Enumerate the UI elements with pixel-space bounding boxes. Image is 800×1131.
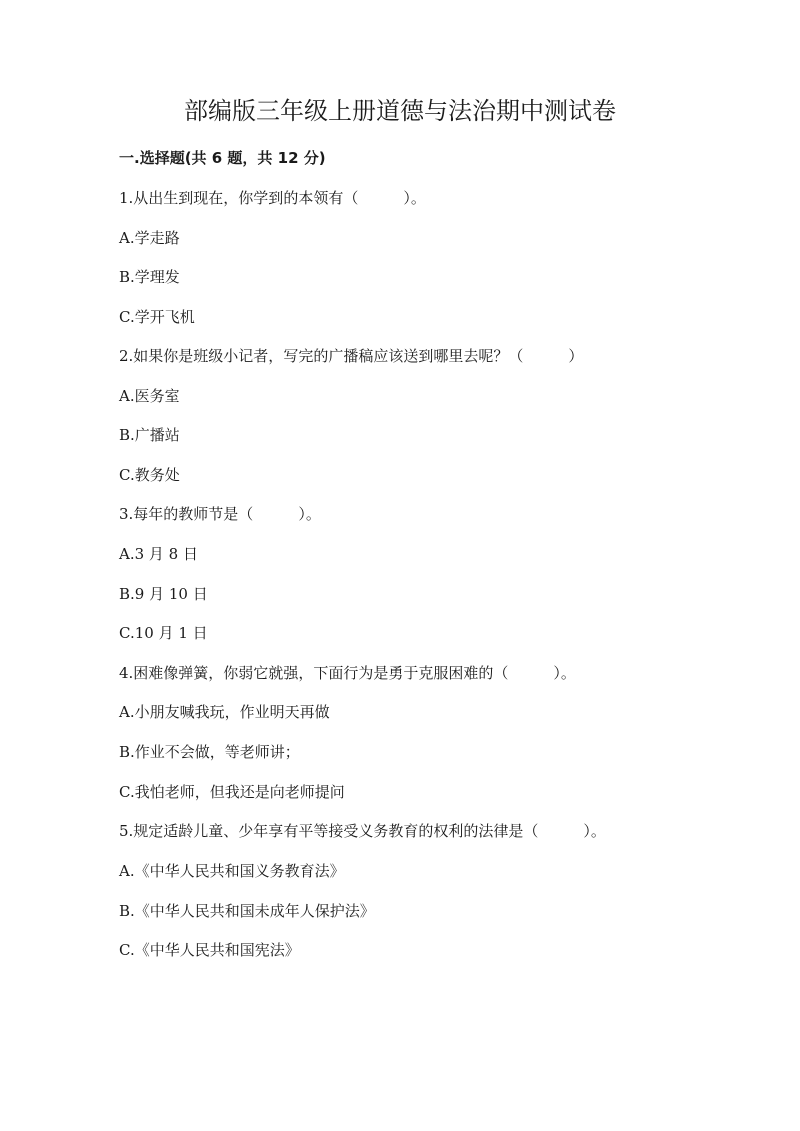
question-2-option-a: A.医务室 [119, 387, 180, 405]
question-5-stem: 5.规定适龄儿童、少年享有平等接受义务教育的权利的法律是（ ）。 [119, 822, 606, 840]
question-3-option-a: A.3 月 8 日 [119, 545, 198, 563]
page-title: 部编版三年级上册道德与法治期中测试卷 [184, 97, 616, 125]
question-4-option-a: A.小朋友喊我玩，作业明天再做 [119, 703, 330, 721]
question-1-option-b: B.学理发 [119, 268, 180, 286]
question-3-option-c: C.10 月 1 日 [119, 624, 208, 642]
question-2-stem: 2.如果你是班级小记者，写完的广播稿应该送到哪里去呢？（ ） [119, 347, 584, 365]
section-heading: 一.选择题(共 6 题，共 12 分) [119, 149, 326, 167]
question-2-option-b: B.广播站 [119, 426, 180, 444]
question-2-option-c: C.教务处 [119, 466, 180, 484]
question-4-option-c: C.我怕老师，但我还是向老师提问 [119, 783, 345, 801]
question-3-option-b: B.9 月 10 日 [119, 585, 208, 603]
question-5-option-a: A.《中华人民共和国义务教育法》 [119, 862, 345, 880]
question-4-option-b: B.作业不会做，等老师讲； [119, 743, 300, 761]
question-4-stem: 4.困难像弹簧，你弱它就强，下面行为是勇于克服困难的（ ）。 [119, 664, 576, 682]
question-1-option-c: C.学开飞机 [119, 308, 195, 326]
question-5-option-c: C.《中华人民共和国宪法》 [119, 941, 300, 959]
question-3-stem: 3.每年的教师节是（ ）。 [119, 505, 321, 523]
question-5-option-b: B.《中华人民共和国未成年人保护法》 [119, 902, 375, 920]
question-1-stem: 1.从出生到现在，你学到的本领有（ ）。 [119, 189, 426, 207]
question-1-option-a: A.学走路 [119, 229, 180, 247]
